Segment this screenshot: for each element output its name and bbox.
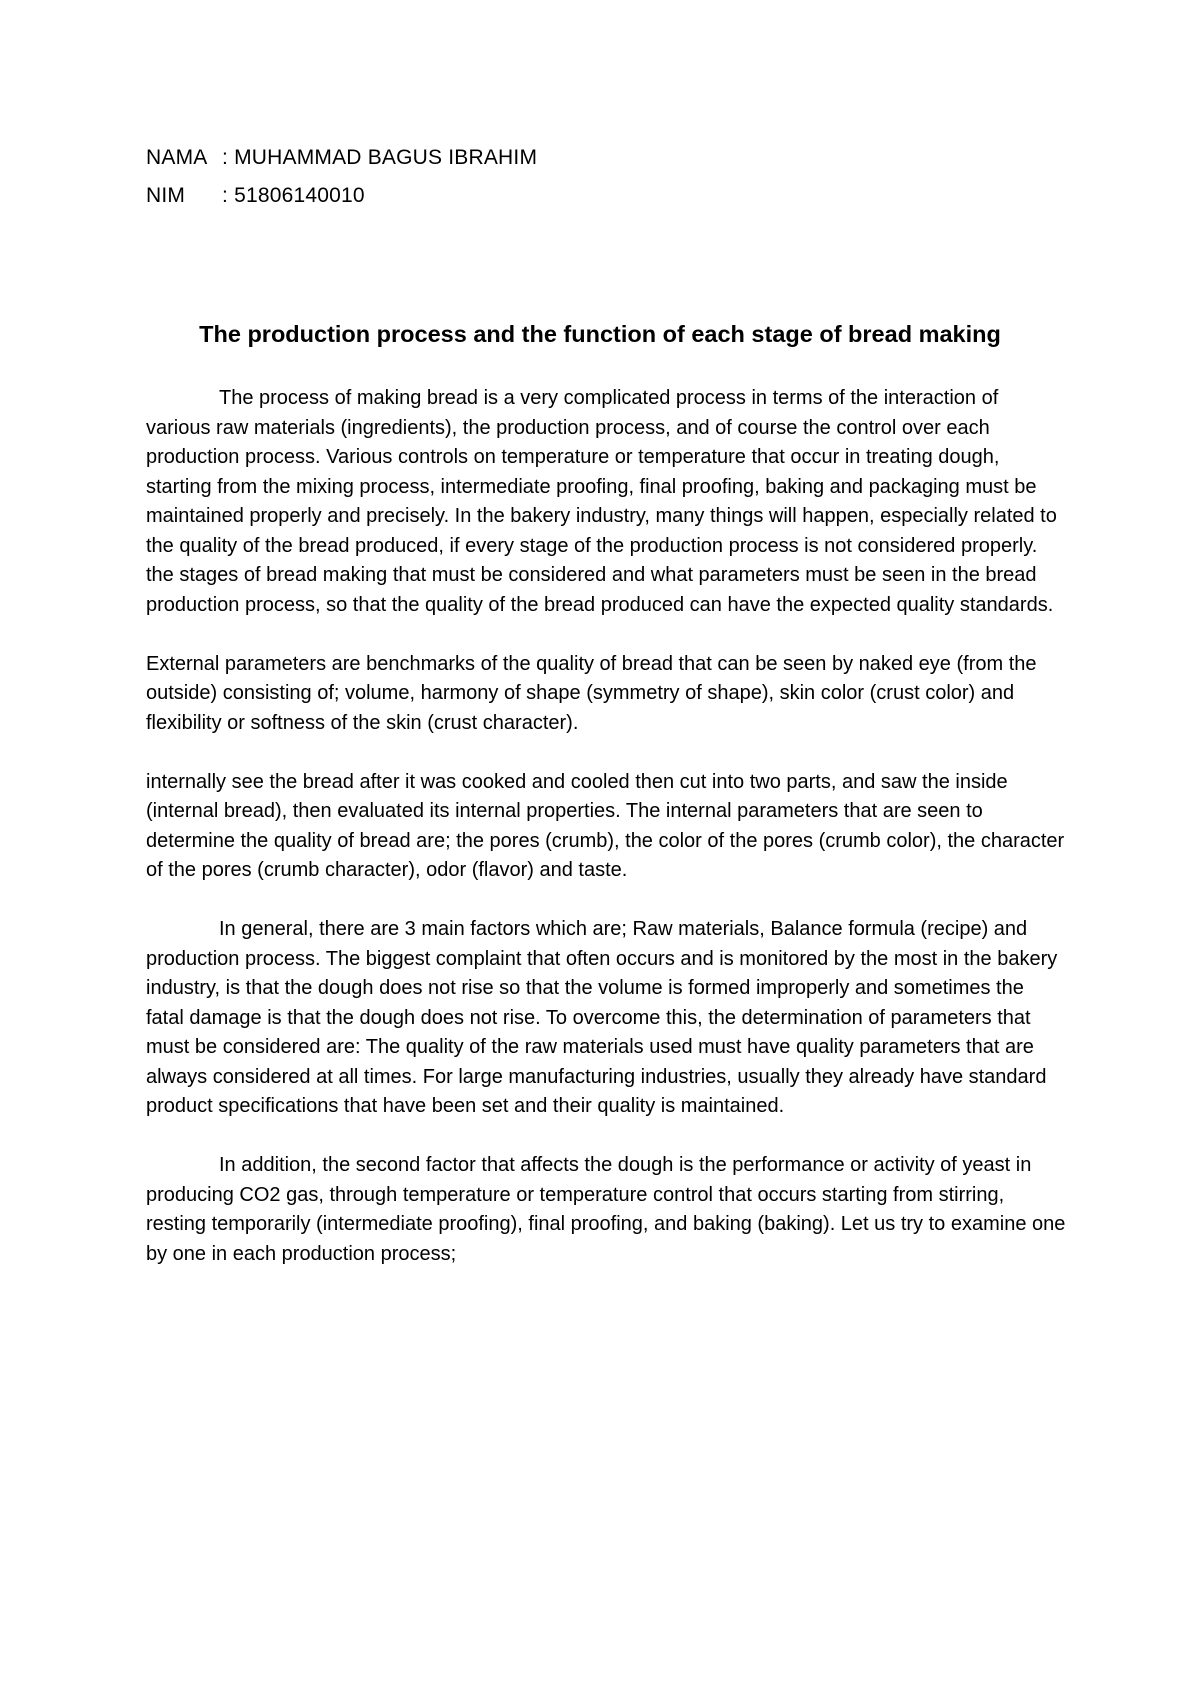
- name-value: : MUHAMMAD BAGUS IBRAHIM: [222, 146, 538, 169]
- paragraph: In general, there are 3 main factors which are; Raw materials, Balance formula (recipe) and production process. The biggest complaint that often occurs and is monitored by the most in the bakery industry, is that the dough does not rise so that the volume is formed improperly and sometimes the fatal damage is that the dough does not rise. To overcome this, the determination of parameters that must be considered are: The quality of the raw materials used must have quality parameters that are always considered at all times. For large manufacturing industries, usually they already have standard product specifications that have been set and their quality is maintained.: [146, 918, 1058, 1117]
- document-body: [146, 384, 1066, 1269]
- nim-label: NIM: [146, 184, 186, 207]
- name-label: NAMA: [146, 146, 208, 169]
- paragraph: internally see the bread after it was cooked and cooled then cut into two parts, and saw the inside (internal bread), then evaluated its internal properties. The internal parameters that are seen to determine the quality of bread are; the pores (crumb), the color of the pores (crumb color), the character of the pores (crumb character), odor (flavor) and taste.: [146, 770, 1065, 881]
- paragraph: External parameters are benchmarks of the quality of bread that can be seen by naked eye (from the outside) consisting of; volume, harmony of shape (symmetry of shape), skin color (crust color) and flexibility or softness of the skin (crust character).: [146, 652, 1037, 734]
- paragraph: In addition, the second factor that affects the dough is the performance or activity of yeast in producing CO2 gas, through temperature or temperature control that occurs starting from stirring, resting temporarily (intermediate proofing), final proofing, and baking (baking). Let us try to examine one by one in each production process;: [146, 1154, 1066, 1265]
- name-row: [146, 146, 537, 170]
- nim-row: [146, 184, 365, 208]
- nim-value: : 51806140010: [222, 184, 365, 207]
- document-title: The production process and the function of each stage of bread making: [199, 321, 1001, 347]
- paragraph: The process of making bread is a very complicated process in terms of the interaction of various raw materials (ingredients), the production process, and of course the control over each production process. Various controls on temperature or temperature that occur in treating dough, starting from the mixing process, intermediate proofing, final proofing, baking and packaging must be maintained properly and precisely. In the bakery industry, many things will happen, especially related to the quality of the bread produced, if every stage of the production process is not considered properly. the stages of bread making that must be considered and what parameters must be seen in the bread production process, so that the quality of the bread produced can have the expected quality standards.: [146, 387, 1057, 616]
